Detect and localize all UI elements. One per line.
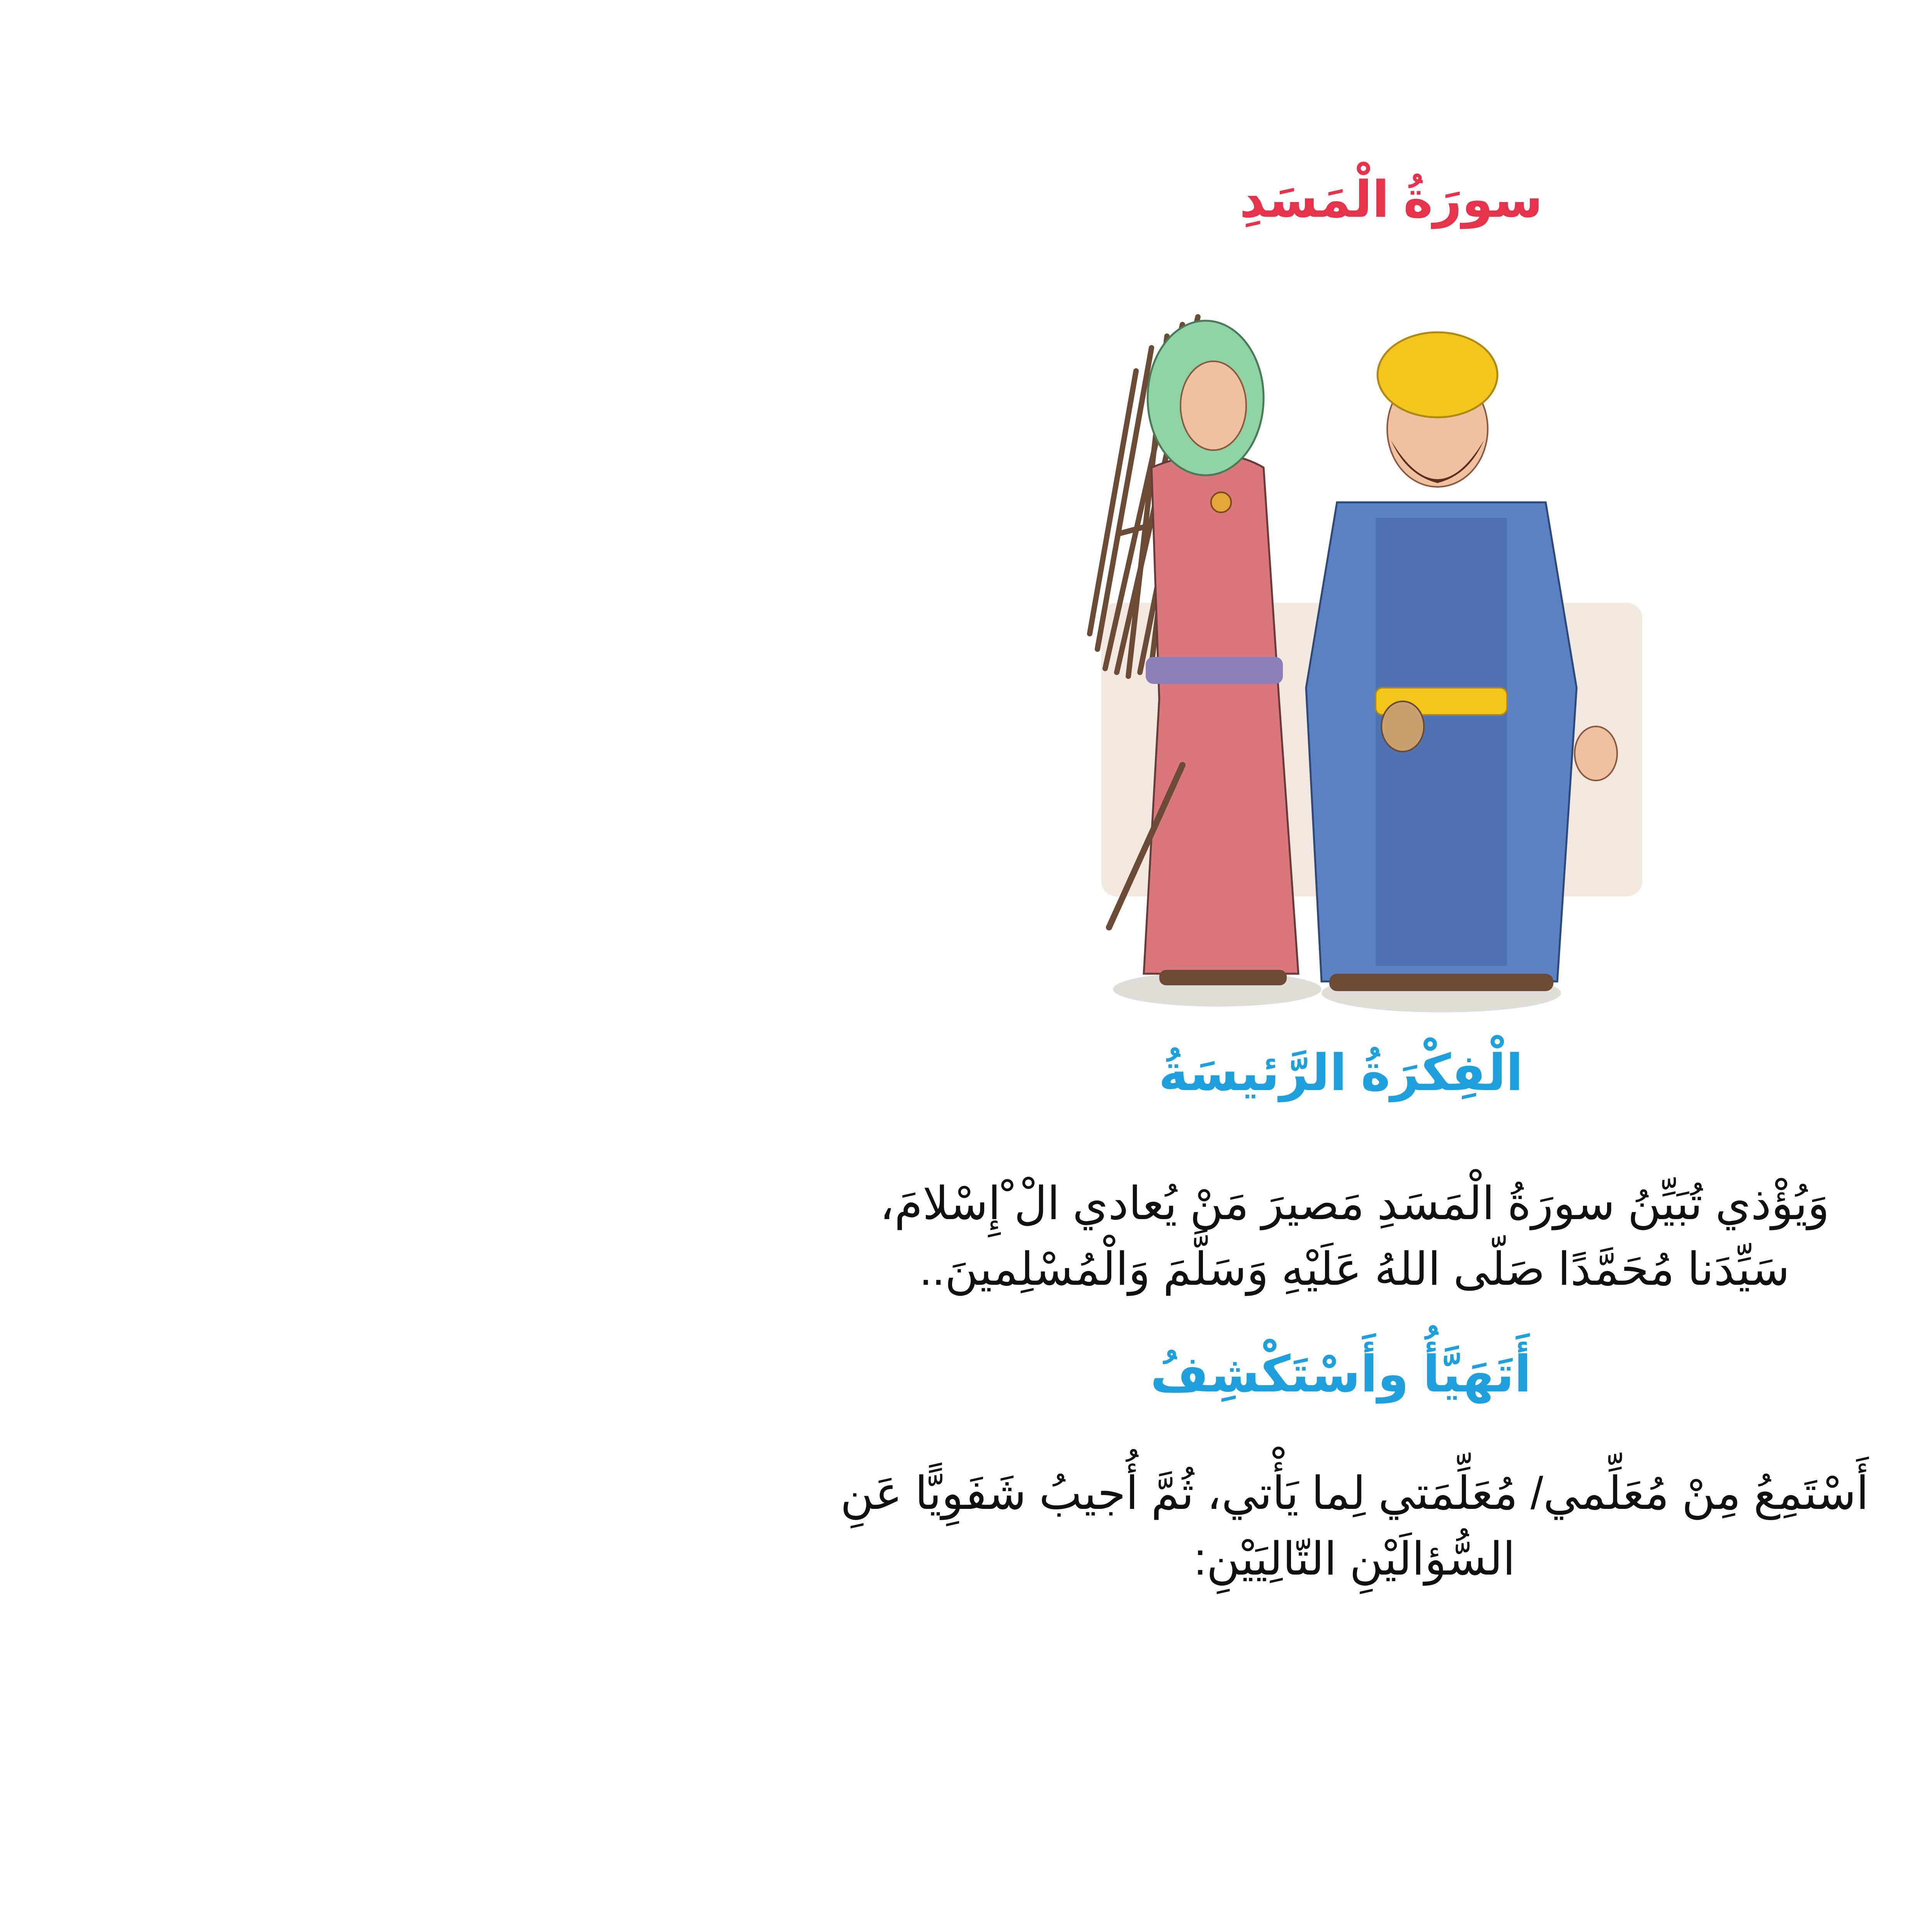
page-title: سورَةُ الْمَسَدِ	[1239, 171, 1543, 228]
main-idea-text	[792, 1171, 1917, 1302]
woman-pendant	[1211, 492, 1231, 512]
woman-face	[1180, 361, 1246, 450]
prepare-line-1: أَسْتَمِعُ مِنْ مُعَلِّمي/ مُعَلِّمَتي لِما يَأْتي، ثُمَّ أُجيبُ شَفَوِيًّا عَنِ	[840, 1468, 1869, 1519]
woman-belt	[1146, 657, 1283, 684]
woman-sandals	[1159, 970, 1287, 985]
prepare-text	[792, 1461, 1917, 1592]
surah-illustration	[1043, 301, 1669, 1016]
prepare-heading: أَتَهَيَّأُ وأَسْتَكْشِفُ	[1150, 1346, 1532, 1402]
man-turban	[1378, 332, 1497, 417]
prepare-line-2: السُّؤالَيْنِ التّالِيَيْنِ:	[1194, 1534, 1516, 1585]
man-pouch	[1381, 701, 1424, 752]
woman-dress	[1144, 454, 1298, 974]
main-idea-heading: الْفِكْرَةُ الرَّئيسَةُ	[1158, 1044, 1523, 1101]
main-idea-line-2: سَيِّدَنا مُحَمَّدًا صَلّى اللهُ عَلَيْهِ وَسَلَّمَ وَالْمُسْلِمينَ..	[919, 1244, 1790, 1295]
man-hand	[1575, 726, 1617, 781]
man-sandals	[1329, 974, 1553, 991]
main-idea-line-1: وَيُؤْذي تُبَيِّنُ سورَةُ الْمَسَدِ مَصيرَ مَنْ يُعادي الْ ْإِسْلامَ،	[879, 1178, 1830, 1229]
